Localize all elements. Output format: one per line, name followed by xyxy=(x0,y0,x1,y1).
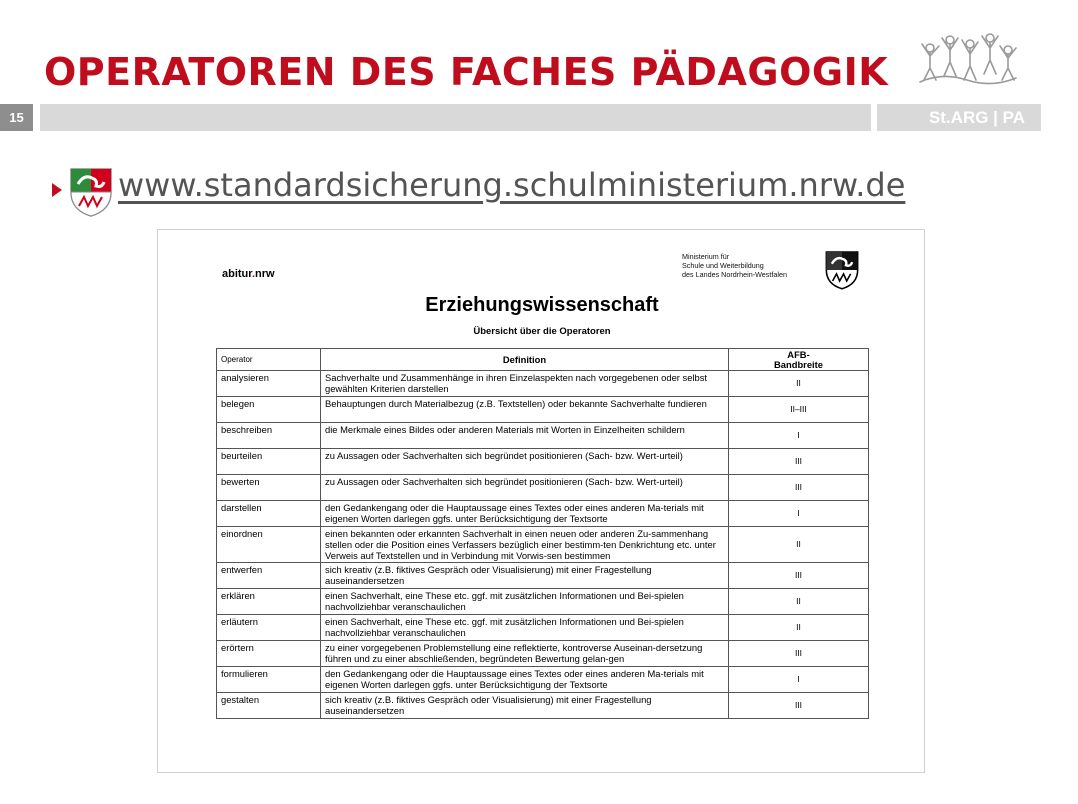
operator-cell: entwerfen xyxy=(217,562,321,588)
standardsicherung-link[interactable]: www.standardsicherung.schulministerium.nrw.de xyxy=(118,166,906,204)
document-preview xyxy=(157,229,925,773)
operator-cell: analysieren xyxy=(217,371,321,397)
definition-cell: sich kreativ (z.B. fiktives Gespräch oder Visualisierung) mit einer Fragestellung auseinandersetzen xyxy=(321,562,729,588)
definition-cell: zu Aussagen oder Sachverhalten sich begründet positionieren (Sach- bzw. Wert-urteil) xyxy=(321,475,729,501)
table-row xyxy=(217,371,869,397)
definition-cell: Sachverhalte und Zusammenhänge in ihren Einzelaspekten nach vorgegebenen oder selbst gewählten Kriterien darstellen xyxy=(321,371,729,397)
definition-cell: die Merkmale eines Bildes oder anderen Materials mit Worten in Einzelheiten schildern xyxy=(321,423,729,449)
slide-title: OPERATOREN DES FACHES PÄDAGOGIK xyxy=(44,50,889,94)
abitur-brand-dot: . xyxy=(251,268,256,280)
afb-cell: I xyxy=(729,666,869,692)
afb-cell: II xyxy=(729,371,869,397)
nrw-crest-icon xyxy=(68,166,114,218)
school-people-logo xyxy=(912,22,1022,94)
table-row xyxy=(217,562,869,588)
table-row xyxy=(217,397,869,423)
course-label: St.ARG | PA xyxy=(877,104,1041,131)
header-operator: Operator xyxy=(217,349,321,371)
table-header-row xyxy=(217,349,869,371)
play-arrow-icon xyxy=(52,183,62,197)
table-row xyxy=(217,666,869,692)
afb-cell: III xyxy=(729,640,869,666)
operator-table xyxy=(216,348,869,719)
afb-cell: I xyxy=(729,501,869,527)
definition-cell: sich kreativ (z.B. fiktives Gespräch oder Visualisierung) mit einer Fragestellung auseinandersetzen xyxy=(321,692,729,718)
abitur-brand-suffix: nrw xyxy=(255,268,275,280)
header-afb: AFB- Bandbreite xyxy=(729,349,869,371)
table-row xyxy=(217,475,869,501)
document-subtitle: Übersicht über die Operatoren xyxy=(473,326,611,337)
afb-cell: III xyxy=(729,692,869,718)
afb-cell: I xyxy=(729,423,869,449)
table-row xyxy=(217,640,869,666)
nrw-crest-icon xyxy=(824,248,860,292)
operator-cell: gestalten xyxy=(217,692,321,718)
definition-cell: zu einer vorgegebenen Problemstellung eine reflektierte, kontroverse Auseinan-dersetzung führen und zu einer abschließenden, begründeten Bewertung gelan-gen xyxy=(321,640,729,666)
afb-cell: II xyxy=(729,527,869,563)
header-bar xyxy=(40,104,871,131)
operator-cell: beurteilen xyxy=(217,449,321,475)
operator-cell: einordnen xyxy=(217,527,321,563)
afb-cell: III xyxy=(729,475,869,501)
definition-cell: den Gedankengang oder die Hauptaussage eines Textes oder eines anderen Ma-terials mit eigenen Worten darlegen ggfs. unter Berücksichtigung der Textsorte xyxy=(321,666,729,692)
table-row xyxy=(217,692,869,718)
afb-cell: III xyxy=(729,449,869,475)
operator-cell: erörtern xyxy=(217,640,321,666)
table-row xyxy=(217,527,869,563)
definition-cell: einen bekannten oder erkannten Sachverhalt in einen neuen oder anderen Zu-sammenhang stellen oder die Position eines Verfassers bezüglich einer bestimm-ten Denkrichtung etc. unter Verweis auf Textstellen und in Verbindung mit Vorwis-sen bestimmen xyxy=(321,527,729,563)
operator-cell: darstellen xyxy=(217,501,321,527)
definition-cell: einen Sachverhalt, eine These etc. ggf. mit zusätzlichen Informationen und Bei-spielen nachvollziehbar veranschaulichen xyxy=(321,614,729,640)
operator-cell: erklären xyxy=(217,588,321,614)
operator-cell: bewerten xyxy=(217,475,321,501)
abitur-brand xyxy=(222,268,275,280)
abitur-brand-prefix: abitur xyxy=(222,268,252,280)
ministry-name: Ministerium für Schule und Weiterbildung des Landes Nordrhein-Westfalen xyxy=(682,252,787,279)
definition-cell: Behauptungen durch Materialbezug (z.B. Textstellen) oder bekannte Sachverhalte fundieren xyxy=(321,397,729,423)
table-row xyxy=(217,449,869,475)
header-definition: Definition xyxy=(321,349,729,371)
afb-cell: II xyxy=(729,614,869,640)
table-row xyxy=(217,423,869,449)
document-title: Erziehungswissenschaft xyxy=(425,294,659,316)
table-row xyxy=(217,501,869,527)
operator-cell: formulieren xyxy=(217,666,321,692)
operator-cell: belegen xyxy=(217,397,321,423)
definition-cell: einen Sachverhalt, eine These etc. ggf. mit zusätzlichen Informationen und Bei-spielen nachvollziehbar veranschaulichen xyxy=(321,588,729,614)
table-row xyxy=(217,614,869,640)
page-number: 15 xyxy=(0,104,33,131)
afb-cell: III xyxy=(729,562,869,588)
afb-cell: II–III xyxy=(729,397,869,423)
operator-cell: beschreiben xyxy=(217,423,321,449)
table-row xyxy=(217,588,869,614)
operator-cell: erläutern xyxy=(217,614,321,640)
definition-cell: zu Aussagen oder Sachverhalten sich begründet positionieren (Sach- bzw. Wert-urteil) xyxy=(321,449,729,475)
definition-cell: den Gedankengang oder die Hauptaussage eines Textes oder eines anderen Ma-terials mit eigenen Worten darlegen ggfs. unter Berücksichtigung der Textsorte xyxy=(321,501,729,527)
afb-cell: II xyxy=(729,588,869,614)
